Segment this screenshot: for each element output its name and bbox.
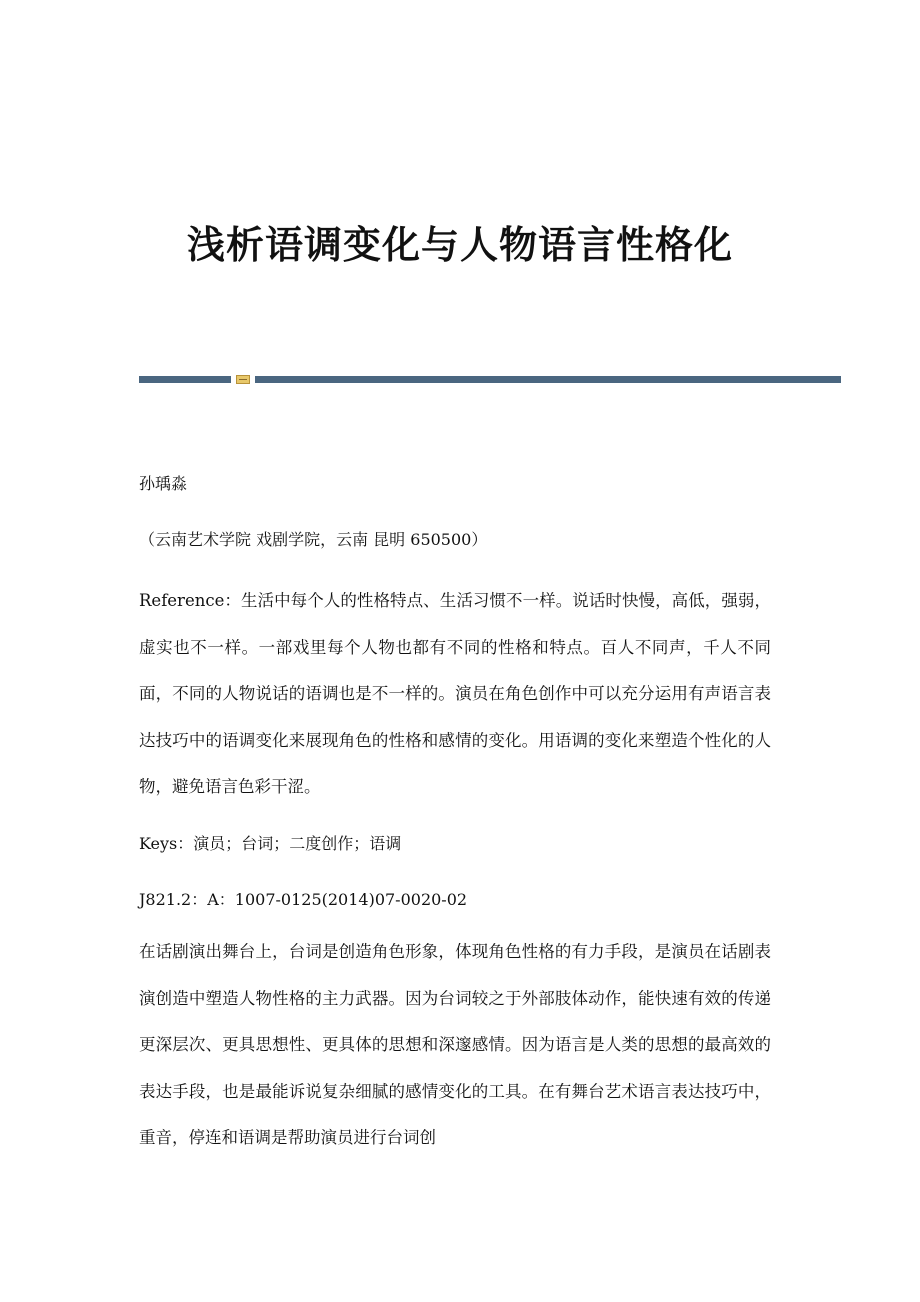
author-affiliation: （云南艺术学院 戏剧学院，云南 昆明 650500）	[139, 530, 488, 549]
divider-bar-left	[139, 376, 231, 383]
classification-line: J821.2：A：1007-0125(2014)07-0020-02	[139, 890, 468, 909]
paper-title: 浅析语调变化与人物语言性格化	[186, 222, 733, 267]
divider-bar-right	[255, 376, 841, 383]
envelope-icon	[236, 375, 250, 384]
author-name: 孙瑀淼	[139, 474, 188, 493]
keywords-line: Keys：演员；台词；二度创作；语调	[139, 834, 402, 853]
title-divider	[139, 375, 841, 384]
abstract-paragraph: Reference：生活中每个人的性格特点、生活习惯不一样。说话时快慢，高低，强弱，虚实也不一样。一部戏里每个人物也都有不同的性格和特点。百人不同声，千人不同面，不同的人物说话的语调也是不一样的。演员在角色创作中可以充分运用有声语言表达技巧中的语调变化来展现角色的性格和感情的变化。用语调的变化来塑造个性化的人物，避免语言色彩干涩。	[139, 591, 771, 796]
body-paragraph: 在话剧演出舞台上，台词是创造角色形象，体现角色性格的有力手段，是演员在话剧表演创造中塑造人物性格的主力武器。因为台词较之于外部肢体动作，能快速有效的传递更深层次、更具思想性、更具体的思想和深邃感情。因为语言是人类的思想的最高效的表达手段，也是最能诉说复杂细腻的感情变化的工具。在有舞台艺术语言表达技巧中，重音，停连和语调是帮助演员进行台词创	[139, 942, 771, 1147]
